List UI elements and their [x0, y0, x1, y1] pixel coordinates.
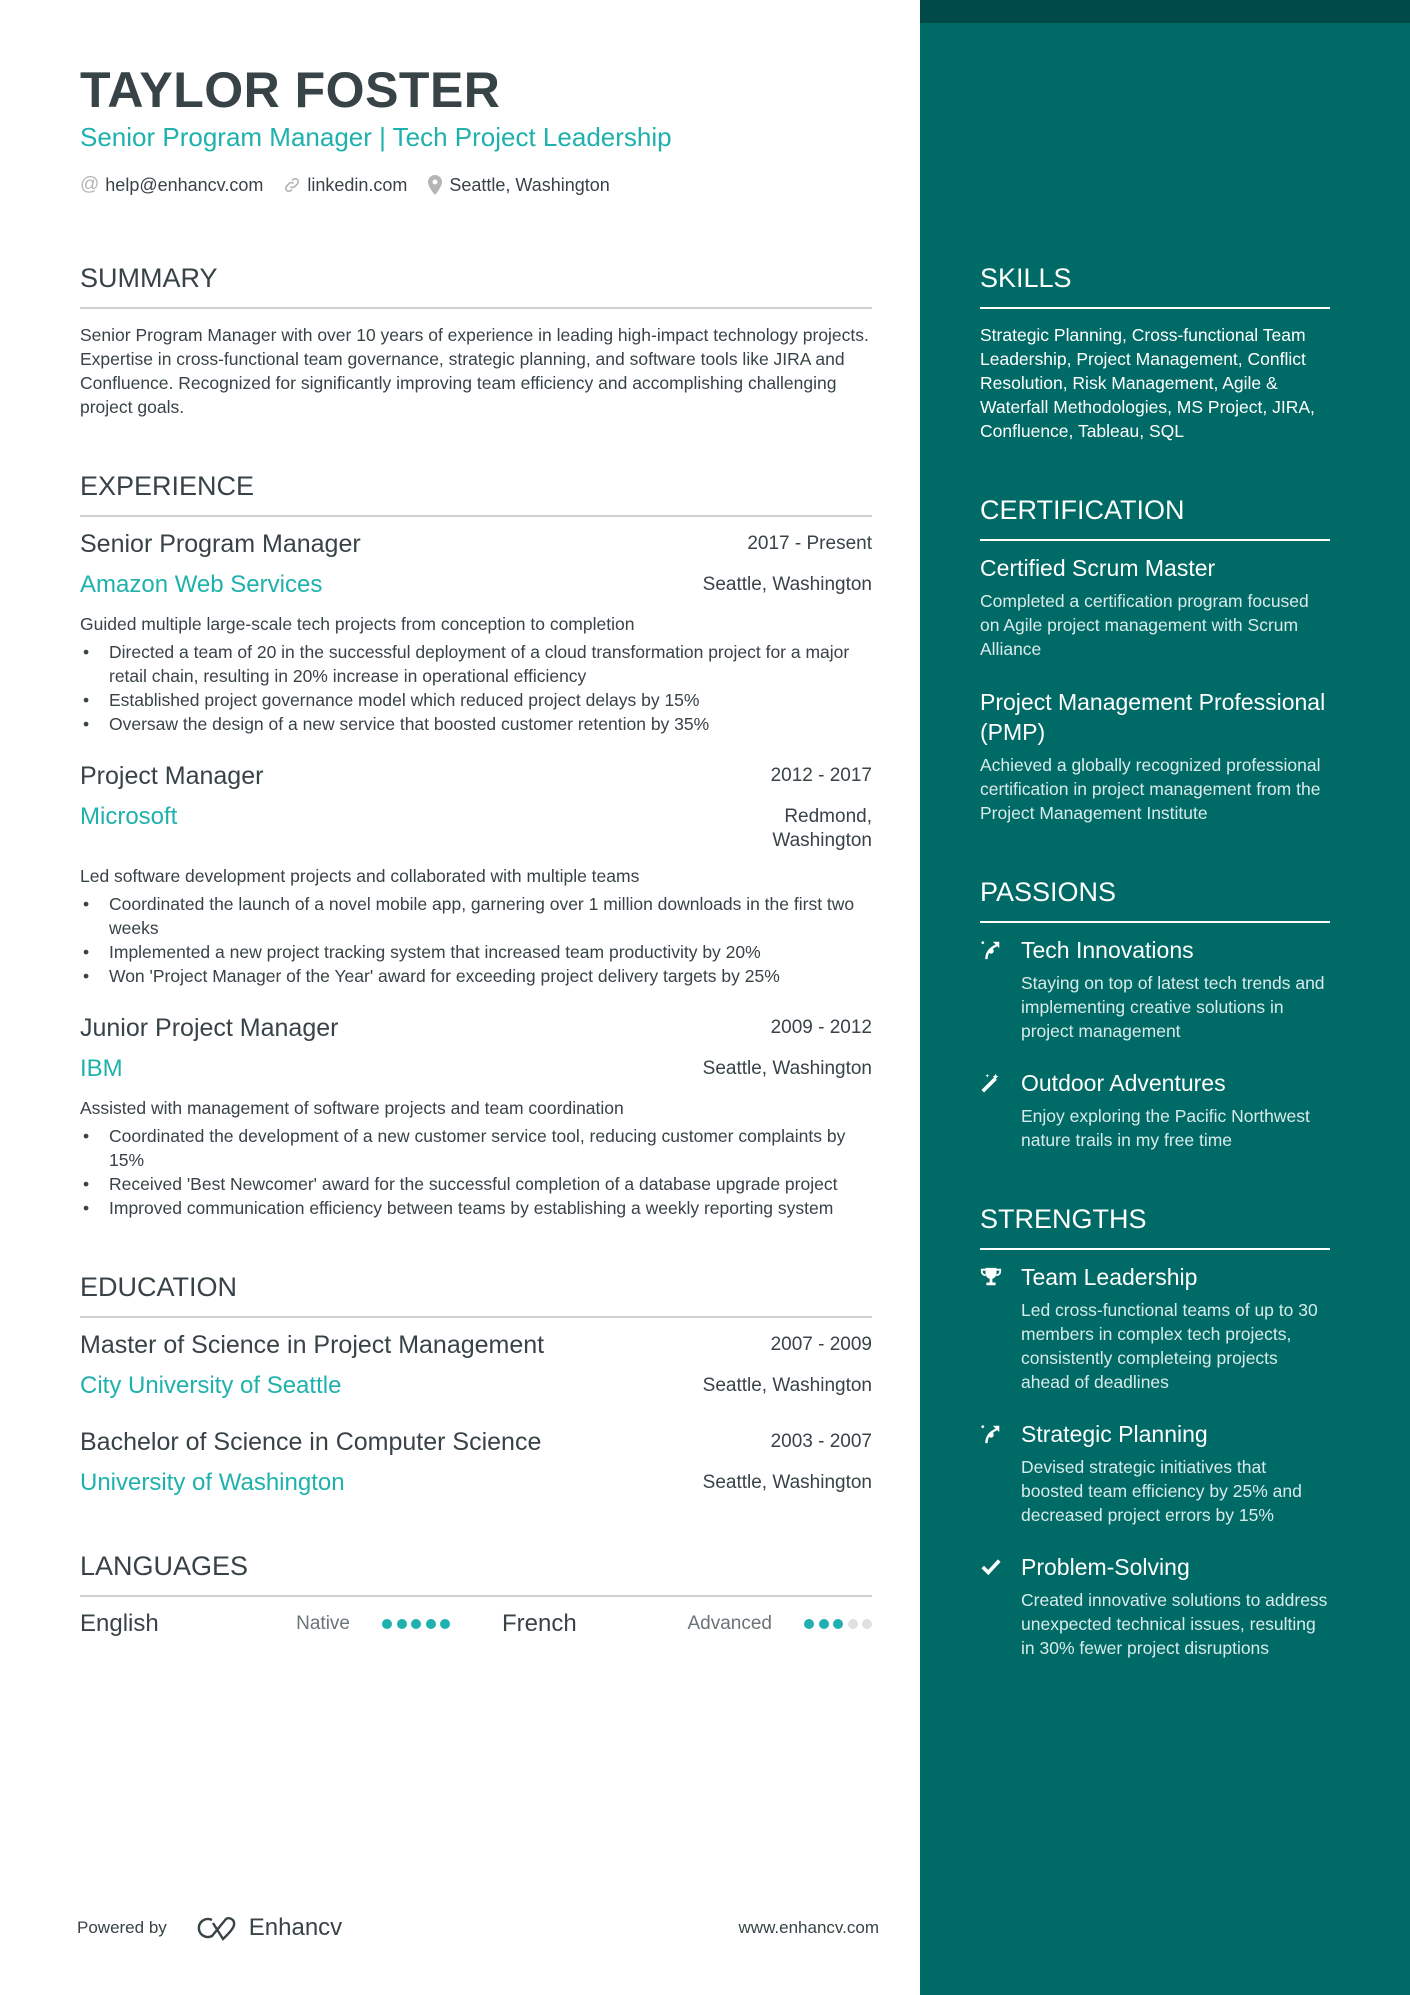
linkedin-link[interactable]: linkedin.com — [307, 175, 408, 195]
strength-desc: Led cross-functional teams of up to 30 members in complex tech projects, consistently completeing projects ahead of deadlines — [1021, 1300, 1318, 1392]
company-name[interactable]: IBM — [80, 1055, 123, 1082]
certification-item — [980, 553, 1330, 661]
language-name: English — [80, 1610, 159, 1637]
job-dates: 2017 - Present — [747, 533, 872, 554]
job-description: Assisted with management of software projects and team coordination — [80, 1098, 624, 1118]
company-name[interactable]: Amazon Web Services — [80, 571, 323, 598]
company-row — [80, 1053, 872, 1085]
job-bullets — [80, 892, 872, 988]
rating-dot — [819, 1619, 829, 1629]
job-header — [80, 760, 872, 792]
passion-body — [1021, 935, 1330, 1043]
job-dates: 2009 - 2012 — [770, 1017, 872, 1038]
location-pin-icon — [427, 175, 443, 195]
language-rating — [804, 1619, 872, 1629]
certification-title: Project Management Professional (PMP) — [980, 689, 1326, 745]
certification-desc: Completed a certification program focused on Agile project management with Scrum Alliance — [980, 591, 1309, 659]
language-item — [502, 1608, 872, 1640]
candidate-name: TAYLOR FOSTER — [80, 62, 501, 118]
job-title: Project Manager — [80, 762, 264, 790]
location-text: Seattle, Washington — [449, 175, 610, 195]
education-dates: 2007 - 2009 — [770, 1334, 872, 1355]
bullet-item: • Won 'Project Manager of the Year' award for exceeding project delivery targets by 25% — [80, 964, 872, 988]
strategy-icon — [980, 935, 1021, 965]
language-level: Advanced — [687, 1613, 772, 1634]
certification-item — [980, 687, 1330, 825]
company-name[interactable]: Microsoft — [80, 803, 178, 830]
school-row — [80, 1467, 872, 1499]
school-location: Seattle, Washington — [702, 1375, 872, 1396]
trophy-icon — [980, 1262, 1021, 1292]
certification-title: Certified Scrum Master — [980, 555, 1216, 581]
passion-desc: Staying on top of latest tech trends and implementing creative solutions in project management — [1021, 973, 1325, 1041]
passions-section — [980, 875, 1330, 1152]
strength-body — [1021, 1552, 1330, 1660]
strength-desc: Devised strategic initiatives that boosted team efficiency by 25% and decreased project errors by 15% — [1021, 1457, 1302, 1525]
section-heading: STRENGTHS — [980, 1202, 1330, 1250]
education-entry — [80, 1329, 872, 1402]
candidate-title: Senior Program Manager | Tech Project Leadership — [80, 122, 672, 152]
rating-dot — [397, 1619, 407, 1629]
bullet-item: • Directed a team of 20 in the successful deployment of a cloud transformation project for a major retail chain, resulting in 20% increase in operational efficiency — [80, 640, 872, 688]
check-icon — [980, 1552, 1021, 1582]
passion-desc: Enjoy exploring the Pacific Northwest nature trails in my free time — [1021, 1106, 1310, 1150]
school-location: Seattle, Washington — [702, 1472, 872, 1493]
strength-item — [980, 1552, 1330, 1660]
bullet-item: • Established project governance model which reduced project delays by 15% — [80, 688, 872, 712]
footer — [77, 1914, 879, 1942]
language-item — [80, 1608, 450, 1640]
school-name[interactable]: City University of Seattle — [80, 1372, 342, 1399]
sidebar — [920, 0, 1410, 1995]
skills-text: Strategic Planning, Cross-functional Team Leadership, Project Management, Conflict Resolution, Risk Management, Agile & Waterfall Methodologies, MS Project, JIRA, Confluence, Tableau, SQL — [980, 325, 1315, 441]
rating-dot — [833, 1619, 843, 1629]
rating-dot — [848, 1619, 858, 1629]
company-row — [80, 569, 872, 601]
job-title: Junior Project Manager — [80, 1014, 339, 1042]
certification-section — [980, 493, 1330, 825]
languages-section — [80, 1549, 872, 1640]
bullet-item: • Coordinated the development of a new customer service tool, reducing customer complaints by 15% — [80, 1124, 872, 1172]
degree: Master of Science in Project Management — [80, 1331, 545, 1359]
strength-body — [1021, 1262, 1330, 1394]
education-header — [80, 1426, 872, 1458]
education-dates: 2003 - 2007 — [770, 1431, 872, 1452]
link-icon — [283, 176, 301, 194]
language-level: Native — [296, 1613, 350, 1634]
magic-wand-icon — [980, 1068, 1021, 1098]
rating-dot — [862, 1619, 872, 1629]
website-link[interactable]: www.enhancv.com — [738, 1918, 879, 1937]
company-row — [80, 801, 872, 853]
main-column — [80, 0, 872, 1640]
strength-title: Problem-Solving — [1021, 1554, 1190, 1580]
bullet-item: • Oversaw the design of a new service that boosted customer retention by 35% — [80, 712, 872, 736]
job-title: Senior Program Manager — [80, 530, 361, 558]
job-location: Seattle, Washington — [702, 574, 872, 595]
strengths-section — [980, 1202, 1330, 1660]
email-link[interactable]: help@enhancv.com — [105, 175, 264, 195]
bullet-item: • Coordinated the launch of a novel mobile app, garnering over 1 million downloads in the first two weeks — [80, 892, 872, 940]
rating-dot — [804, 1619, 814, 1629]
bullet-item: • Improved communication efficiency between teams by establishing a weekly reporting system — [80, 1196, 872, 1220]
rating-dot — [382, 1619, 392, 1629]
section-heading: SUMMARY — [80, 261, 872, 309]
enhancv-logo[interactable] — [195, 1914, 342, 1942]
school-name[interactable]: University of Washington — [80, 1469, 345, 1496]
certification-desc: Achieved a globally recognized professional certification in project management from the Project Management Institute — [980, 755, 1321, 823]
degree: Bachelor of Science in Computer Science — [80, 1428, 542, 1456]
job-dates: 2012 - 2017 — [770, 765, 872, 786]
section-heading: EXPERIENCE — [80, 469, 872, 517]
job-bullets — [80, 1124, 872, 1220]
experience-section — [80, 469, 872, 1220]
contact-info — [80, 173, 872, 197]
at-icon: @ — [80, 174, 100, 195]
job-header — [80, 1012, 872, 1044]
job-header — [80, 528, 872, 560]
job-entry — [80, 760, 872, 988]
passion-title: Tech Innovations — [1021, 937, 1194, 963]
language-name: French — [502, 1610, 577, 1637]
education-header — [80, 1329, 872, 1361]
school-row — [80, 1370, 872, 1402]
strength-title: Team Leadership — [1021, 1264, 1198, 1290]
bullet-item: • Received 'Best Newcomer' award for the successful completion of a database upgrade project — [80, 1172, 872, 1196]
job-bullets — [80, 640, 872, 736]
skills-section — [980, 261, 1330, 443]
section-heading: LANGUAGES — [80, 1549, 872, 1597]
job-entry — [80, 1012, 872, 1220]
education-entry — [80, 1426, 872, 1499]
rating-dot — [440, 1619, 450, 1629]
passion-item — [980, 935, 1330, 1043]
bullet-item: • Implemented a new project tracking system that increased team productivity by 20% — [80, 940, 872, 964]
strength-item — [980, 1262, 1330, 1394]
enhancv-logo-icon — [195, 1915, 241, 1941]
passion-item — [980, 1068, 1330, 1152]
rating-dot — [411, 1619, 421, 1629]
job-description: Guided multiple large-scale tech projects from conception to completion — [80, 614, 635, 634]
section-heading: PASSIONS — [980, 875, 1330, 923]
strength-item — [980, 1419, 1330, 1527]
rating-dot — [426, 1619, 436, 1629]
job-description: Led software development projects and collaborated with multiple teams — [80, 866, 640, 886]
strength-desc: Created innovative solutions to address unexpected technical issues, resulting in 30% fewer project disruptions — [1021, 1590, 1328, 1658]
job-location: Redmond, Washington — [772, 806, 872, 851]
education-section — [80, 1270, 872, 1499]
passion-title: Outdoor Adventures — [1021, 1070, 1226, 1096]
powered-by-text: Powered by — [77, 1918, 167, 1937]
section-heading: CERTIFICATION — [980, 493, 1330, 541]
strength-title: Strategic Planning — [1021, 1421, 1208, 1447]
job-entry — [80, 528, 872, 736]
passion-body — [1021, 1068, 1330, 1152]
summary-text: Senior Program Manager with over 10 years of experience in leading high-impact technology projects. Expertise in cross-functional team governance, strategic planning, and software tools like JIRA and Confluence. Recognized for significantly improving team efficiency and accomplishing challenging project goals. — [80, 325, 869, 417]
summary-section — [80, 261, 872, 419]
strategy-icon — [980, 1419, 1021, 1449]
sidebar-top-band — [920, 0, 1410, 23]
job-location: Seattle, Washington — [702, 1058, 872, 1079]
section-heading: EDUCATION — [80, 1270, 872, 1318]
section-heading: SKILLS — [980, 261, 1330, 309]
enhancv-brand: Enhancv — [248, 1914, 343, 1941]
language-rating — [382, 1619, 450, 1629]
strength-body — [1021, 1419, 1330, 1527]
